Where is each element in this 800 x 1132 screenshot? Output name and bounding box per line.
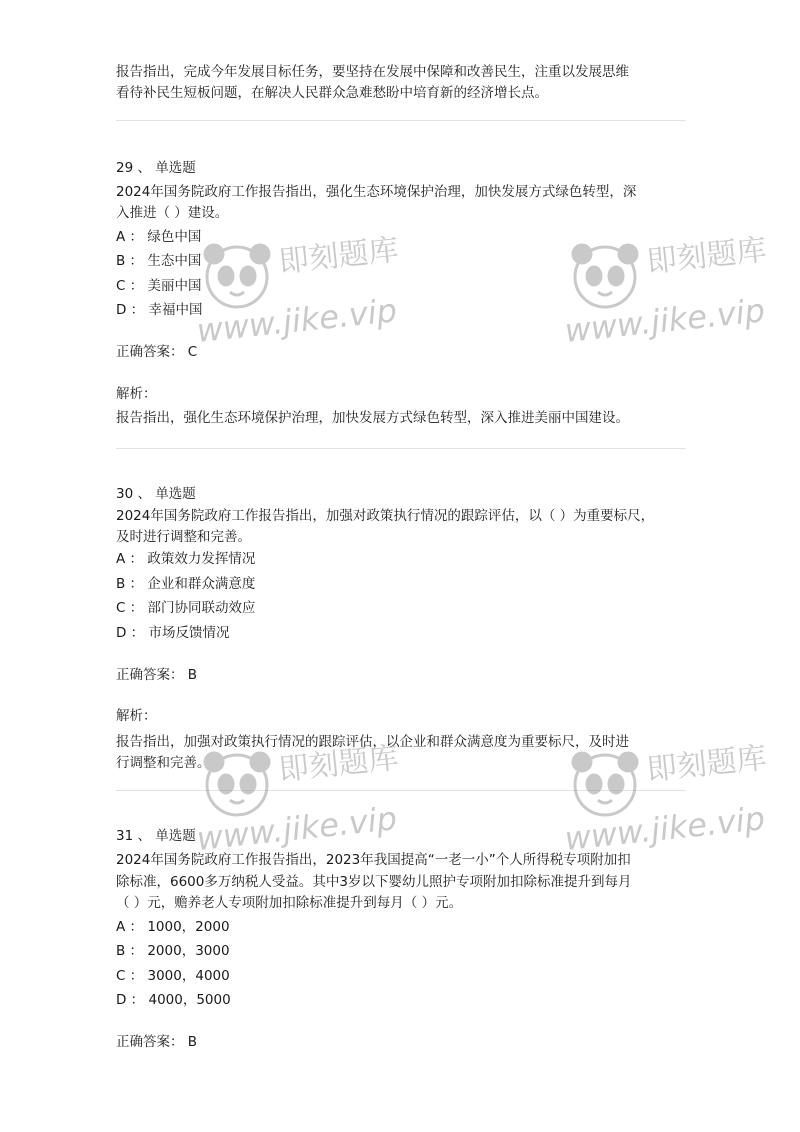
analysis-label: 解析： — [116, 708, 157, 724]
panda-logo-icon — [560, 232, 800, 382]
divider — [116, 120, 686, 121]
question-header: 31 、 单选题 — [116, 828, 196, 844]
option-b: B ： 2000，3000 — [116, 943, 230, 959]
question-stem: 2024年国务院政府工作报告指出，2023年我国提高“一老一小”个人所得税专项附加扣 — [116, 852, 631, 868]
option-a: A ： 政策效力发挥情况 — [116, 551, 256, 567]
option-d: D ： 市场反馈情况 — [116, 625, 230, 641]
question-header: 29 、 单选题 — [116, 160, 196, 176]
option-d: D ： 幸福中国 — [116, 302, 203, 318]
analysis-text: 报告指出，强化生态环境保护治理，加快发展方式绿色转型，深入推进美丽中国建设。 — [116, 410, 629, 426]
option-c: C ： 美丽中国 — [116, 278, 202, 294]
option-a: A ： 1000，2000 — [116, 919, 230, 935]
watermark — [192, 232, 432, 382]
answer: 正确答案： B — [116, 667, 198, 683]
watermark-url: www.jike.vip — [562, 799, 767, 858]
question-stem: 2024年国务院政府工作报告指出，加强对政策执行情况的跟踪评估，以（ ）为重要标尺， — [116, 508, 655, 524]
question-stem: 2024年国务院政府工作报告指出，强化生态环境保护治理，加快发展方式绿色转型，深 — [116, 184, 637, 200]
question-header: 30 、 单选题 — [116, 486, 196, 502]
watermark-brand: 即刻题库 — [645, 232, 769, 280]
answer: 正确答案： B — [116, 1034, 198, 1050]
watermark-brand: 即刻题库 — [277, 232, 401, 280]
analysis-text: 报告指出，加强对政策执行情况的跟踪评估，以企业和群众满意度为重要标尺，及时进 — [116, 734, 629, 750]
watermark-brand: 即刻题库 — [277, 740, 401, 788]
divider — [116, 790, 686, 791]
watermark-brand: 即刻题库 — [645, 740, 769, 788]
intro-line: 报告指出，完成今年发展目标任务，要坚持在发展中保障和改善民生，注重以发展思维 — [116, 64, 629, 80]
question-stem: 除标准，6600多万纳税人受益。其中3岁以下婴幼儿照护专项附加扣除标准提升到每月 — [116, 874, 632, 890]
option-d: D ： 4000，5000 — [116, 992, 231, 1008]
panda-logo-icon — [192, 232, 432, 382]
answer: 正确答案： C — [116, 344, 198, 360]
watermark-url: www.jike.vip — [194, 799, 399, 858]
watermark — [560, 232, 800, 382]
divider — [116, 448, 686, 449]
watermark-url: www.jike.vip — [562, 291, 767, 350]
analysis-text: 行调整和完善。 — [116, 755, 211, 771]
question-stem: 及时进行调整和完善。 — [116, 529, 251, 545]
intro-line: 看待补民生短板问题，在解决人民群众急难愁盼中培育新的经济增长点。 — [116, 85, 548, 101]
analysis-label: 解析： — [116, 386, 157, 402]
question-stem: （ ）元，赡养老人专项附加扣除标准提升到每月（ ）元。 — [116, 895, 463, 911]
option-c: C ： 部门协同联动效应 — [116, 600, 256, 616]
option-b: B ： 企业和群众满意度 — [116, 576, 256, 592]
watermark-url: www.jike.vip — [194, 291, 399, 350]
option-b: B ： 生态中国 — [116, 253, 202, 269]
option-a: A ： 绿色中国 — [116, 229, 202, 245]
question-stem: 入推进（ ）建设。 — [116, 205, 229, 221]
option-c: C ： 3000，4000 — [116, 968, 230, 984]
